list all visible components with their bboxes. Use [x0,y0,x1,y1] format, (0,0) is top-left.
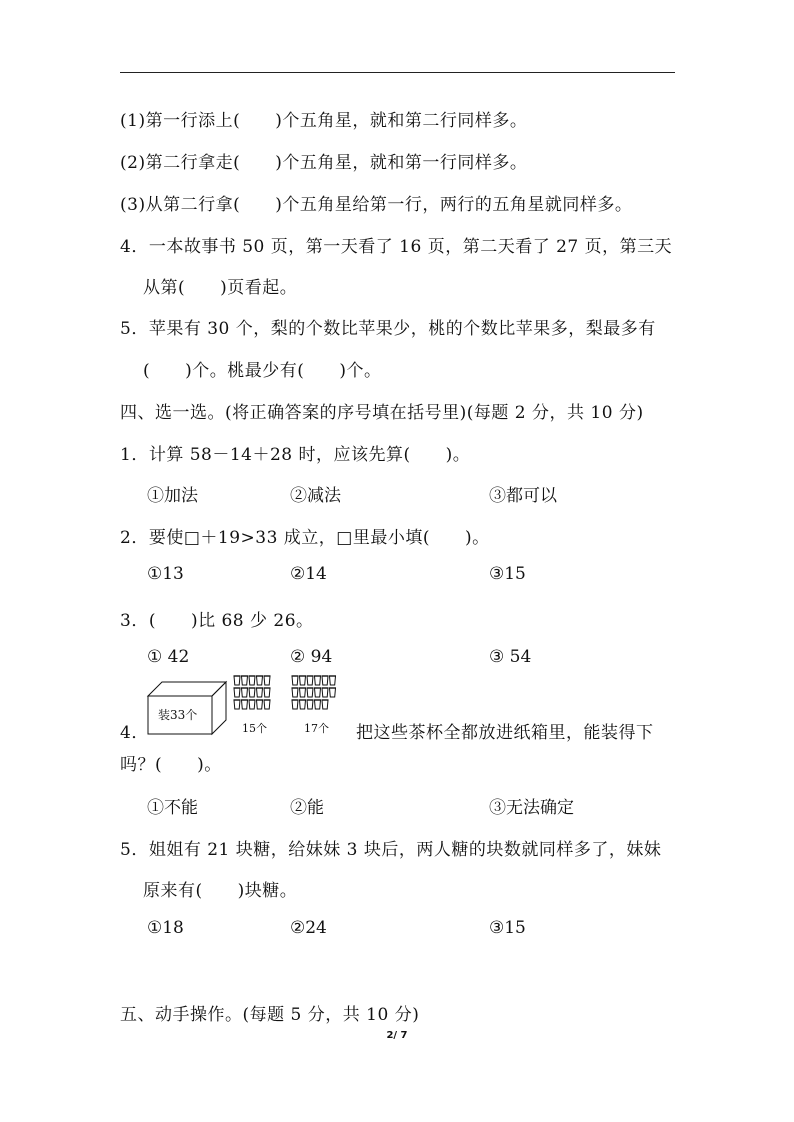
choice-5-option-2: ②24 [290,918,327,938]
tea-cups-group-1 [234,676,271,709]
tea-cup-icon [299,700,306,709]
choice-question-4-line2: 吗？( )。 [120,755,222,775]
choice-1-option-3: ③都可以 [489,486,557,506]
tea-cup-icon [256,676,263,685]
choice-3-option-2: ② 94 [290,647,333,667]
choice-5-option-1: ①18 [147,918,184,938]
tea-cup-icon [249,700,256,709]
question-4-line2: 从第( )页看起。 [143,278,298,298]
choice-4-option-2: ②能 [290,798,324,818]
question-5-line1: 5．苹果有 30 个，梨的个数比苹果少，桃的个数比苹果多，梨最多有 [120,319,656,339]
choice-question-3: 3．( )比 68 少 26。 [120,611,314,631]
choice-4-option-3: ③无法确定 [489,798,574,818]
choice-2-option-2: ②14 [290,564,327,584]
cups-group-2-label: 17个 [304,722,329,735]
tea-cup-icon [322,676,329,685]
tea-cup-icon [307,700,314,709]
tea-cup-icon [241,688,248,697]
tea-cup-icon [299,688,306,697]
choice-2-option-1: ①13 [147,564,184,584]
cups-group-1-label: 15个 [242,722,267,735]
choice-3-option-3: ③ 54 [489,647,532,667]
tea-cup-icon [256,688,263,697]
tea-cup-icon [292,688,299,697]
tea-cup-icon [234,688,241,697]
page-number: 2/ 7 [386,1030,408,1041]
tea-cup-icon [314,676,321,685]
tea-cup-icon [292,700,299,709]
box-capacity-label: 装33个 [158,708,198,722]
header-rule [120,72,675,73]
choice-1-option-2: ②减法 [290,486,341,506]
tea-cup-icon [299,676,306,685]
tea-cup-icon [292,676,299,685]
tea-cup-icon [249,676,256,685]
tea-cup-icon [307,676,314,685]
tea-cup-icon [264,676,271,685]
choice-4-option-1: ①不能 [147,798,198,818]
tea-cup-icon [264,688,271,697]
tea-cup-icon [314,688,321,697]
choice-question-5-line2: 原来有( )块糖。 [143,881,298,901]
tea-cup-icon [307,688,314,697]
section-5-heading: 五、动手操作。(每题 5 分，共 10 分) [120,1005,420,1025]
choice-question-1: 1．计算 58－14＋28 时，应该先算( )。 [120,445,471,465]
tea-cup-icon [329,676,336,685]
question-3-2: (2)第二行拿走( )个五角星，就和第一行同样多。 [120,153,528,173]
choice-question-2: 2．要使□＋19>33 成立，□里最小填( )。 [120,528,490,548]
tea-cup-icon [234,700,241,709]
choice-question-4-text: 把这些茶杯全都放进纸箱里，能装得下 [356,723,654,743]
choice-5-option-3: ③15 [489,918,526,938]
choice-question-4-number: 4． [120,723,149,743]
question-3-3: (3)从第二行拿( )个五角星给第一行，两行的五角星就同样多。 [120,195,633,215]
tea-cup-icon [249,688,256,697]
tea-cups-group-2 [292,676,337,709]
tea-cup-icon [329,688,336,697]
tea-cup-icon [241,700,248,709]
tea-cup-icon [241,676,248,685]
tea-cup-icon [322,688,329,697]
box-and-cups-figure [144,674,354,738]
question-4-line1: 4．一本故事书 50 页，第一天看了 16 页，第二天看了 27 页，第三天 [120,237,673,257]
question-5-line2: ( )个。桃最少有( )个。 [143,361,382,381]
tea-cup-icon [314,700,321,709]
choice-1-option-1: ①加法 [147,486,198,506]
box-and-cups-illustration [144,674,354,738]
choice-question-5-line1: 5．姐姐有 21 块糖，给妹妹 3 块后，两人糖的块数就同样多了，妹妹 [120,840,662,860]
tea-cup-icon [322,700,329,709]
tea-cup-icon [256,700,263,709]
tea-cup-icon [264,700,271,709]
question-3-1: (1)第一行添上( )个五角星，就和第二行同样多。 [120,111,528,131]
choice-2-option-3: ③15 [489,564,526,584]
section-4-heading: 四、选一选。(将正确答案的序号填在括号里)(每题 2 分，共 10 分) [120,403,644,423]
tea-cup-icon [234,676,241,685]
choice-3-option-1: ① 42 [147,647,190,667]
